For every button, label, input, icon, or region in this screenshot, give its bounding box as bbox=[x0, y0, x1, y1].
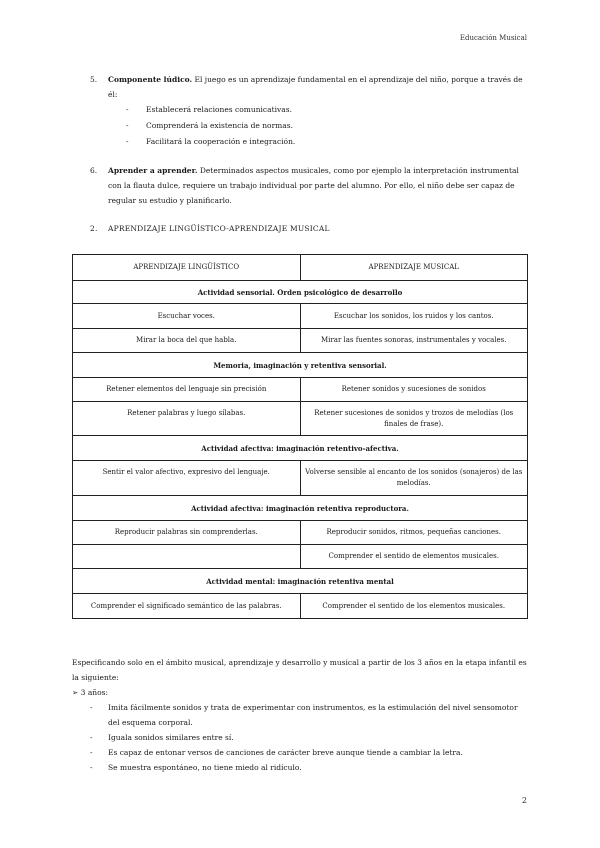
comparison-table bbox=[72, 254, 528, 619]
table-cell: Volverse sensible al encanto de los sonidos (sonajeros) de las melodías. bbox=[300, 461, 528, 496]
table-cell: Comprender el significado semántico de las palabras. bbox=[73, 594, 301, 619]
table-row bbox=[73, 329, 528, 353]
table-section-row bbox=[73, 569, 528, 594]
table-row bbox=[73, 521, 528, 545]
table-cell: Reproducir sonidos, ritmos, pequeñas canciones. bbox=[300, 521, 528, 545]
age-list-item: - Es capaz de entonar versos de canciones de carácter breve aunque tiende a cambiar la letra. bbox=[90, 745, 530, 760]
age-list-item: - Imita fácilmente sonidos y trata de experimentar con instrumentos, es la estimulación del nivel sensomotor del esquema corporal. bbox=[90, 700, 530, 730]
page-number: 2 bbox=[521, 796, 527, 805]
table-section-row bbox=[73, 353, 528, 378]
table-cell: Retener palabras y luego sílabas. bbox=[73, 402, 301, 436]
table-cell: Escuchar los sonidos, los ruidos y los cantos. bbox=[300, 304, 528, 329]
sub-list-item: - Facilitará la cooperación e integración. bbox=[126, 134, 295, 150]
sub-list bbox=[126, 102, 295, 150]
table-row bbox=[73, 378, 528, 402]
table-section-cell: Actividad mental: imaginación retentiva mental bbox=[73, 569, 528, 594]
table-cell: Mirar la boca del que habla. bbox=[73, 329, 301, 353]
table-section-cell: Memoria, imaginación y retentiva sensorial. bbox=[73, 353, 528, 378]
list-item-5 bbox=[90, 72, 530, 102]
item-title: Aprender a aprender. bbox=[108, 166, 198, 175]
item-text: Determinados aspectos musicales, como por ejemplo la interpretación instrumental con la flauta dulce, requiere un trabajo individual por parte del alumno. Por ello, el niño debe ser capaz de regular su estudio y planificarlo. bbox=[108, 166, 519, 205]
table-cell: Comprender el sentido de elementos musicales. bbox=[300, 545, 528, 569]
table-section-row bbox=[73, 496, 528, 521]
table-header-cell: APRENDIZAJE LINGÜÍSTICO bbox=[73, 255, 301, 281]
table-cell: Mirar las fuentes sonoras, instrumentales y vocales. bbox=[300, 329, 528, 353]
table-cell: Escuchar voces. bbox=[73, 304, 301, 329]
table-row bbox=[73, 594, 528, 619]
age-list bbox=[90, 700, 530, 775]
item-number: 5. bbox=[90, 75, 98, 84]
age-list-item: - Iguala sonidos similares entre sí. bbox=[90, 730, 530, 745]
sub-list-item: - Comprenderá la existencia de normas. bbox=[126, 118, 295, 134]
table-cell: Reproducir palabras sin comprenderlas. bbox=[73, 521, 301, 545]
table-header-cell: APRENDIZAJE MUSICAL bbox=[300, 255, 528, 281]
table-cell: Comprender el sentido de los elementos musicales. bbox=[300, 594, 528, 619]
table-section-cell: Actividad afectiva: imaginación retentivo-afectiva. bbox=[73, 436, 528, 461]
table-header-row bbox=[73, 255, 528, 281]
item-title: Componente lúdico. bbox=[108, 75, 193, 84]
table-cell: Retener elementos del lenguaje sin precisión bbox=[73, 378, 301, 402]
table-cell: Sentir el valor afectivo, expresivo del lenguaje. bbox=[73, 461, 301, 496]
list-item-6 bbox=[90, 163, 530, 208]
table-section-row bbox=[73, 436, 528, 461]
table-row bbox=[73, 304, 528, 329]
section-title: APRENDIZAJE LINGÜÍSTICO-APRENDIZAJE MUSICAL bbox=[108, 224, 330, 233]
table-row bbox=[73, 545, 528, 569]
item-number: 6. bbox=[90, 166, 98, 175]
table-cell: Retener sonidos y sucesiones de sonidos bbox=[300, 378, 528, 402]
paragraph: Especificando solo en el ámbito musical, aprendizaje y desarrollo y musical a partir de los 3 años en la etapa infantil es la siguiente: bbox=[72, 658, 527, 682]
age-heading: ➢ 3 años: bbox=[72, 688, 109, 697]
table-row bbox=[73, 461, 528, 496]
section-heading bbox=[90, 224, 330, 233]
table-section-cell: Actividad afectiva: imaginación retentiva reproductora. bbox=[73, 496, 528, 521]
item-text: El juego es un aprendizaje fundamental en el aprendizaje del niño, porque a través de él: bbox=[108, 75, 523, 99]
age-list-item: - Se muestra espontáneo, no tiene miedo al ridículo. bbox=[90, 760, 530, 775]
table-section-cell: Actividad sensorial. Orden psicológico de desarrollo bbox=[73, 281, 528, 304]
table-cell: Retener sucesiones de sonidos y trozos de melodías (los finales de frase). bbox=[300, 402, 528, 436]
table-row bbox=[73, 402, 528, 436]
page-header: Educación Musical bbox=[459, 34, 527, 42]
table-cell bbox=[73, 545, 301, 569]
sub-list-item: - Establecerá relaciones comunicativas. bbox=[126, 102, 295, 118]
section-number: 2. bbox=[90, 224, 98, 233]
table-section-row bbox=[73, 281, 528, 304]
